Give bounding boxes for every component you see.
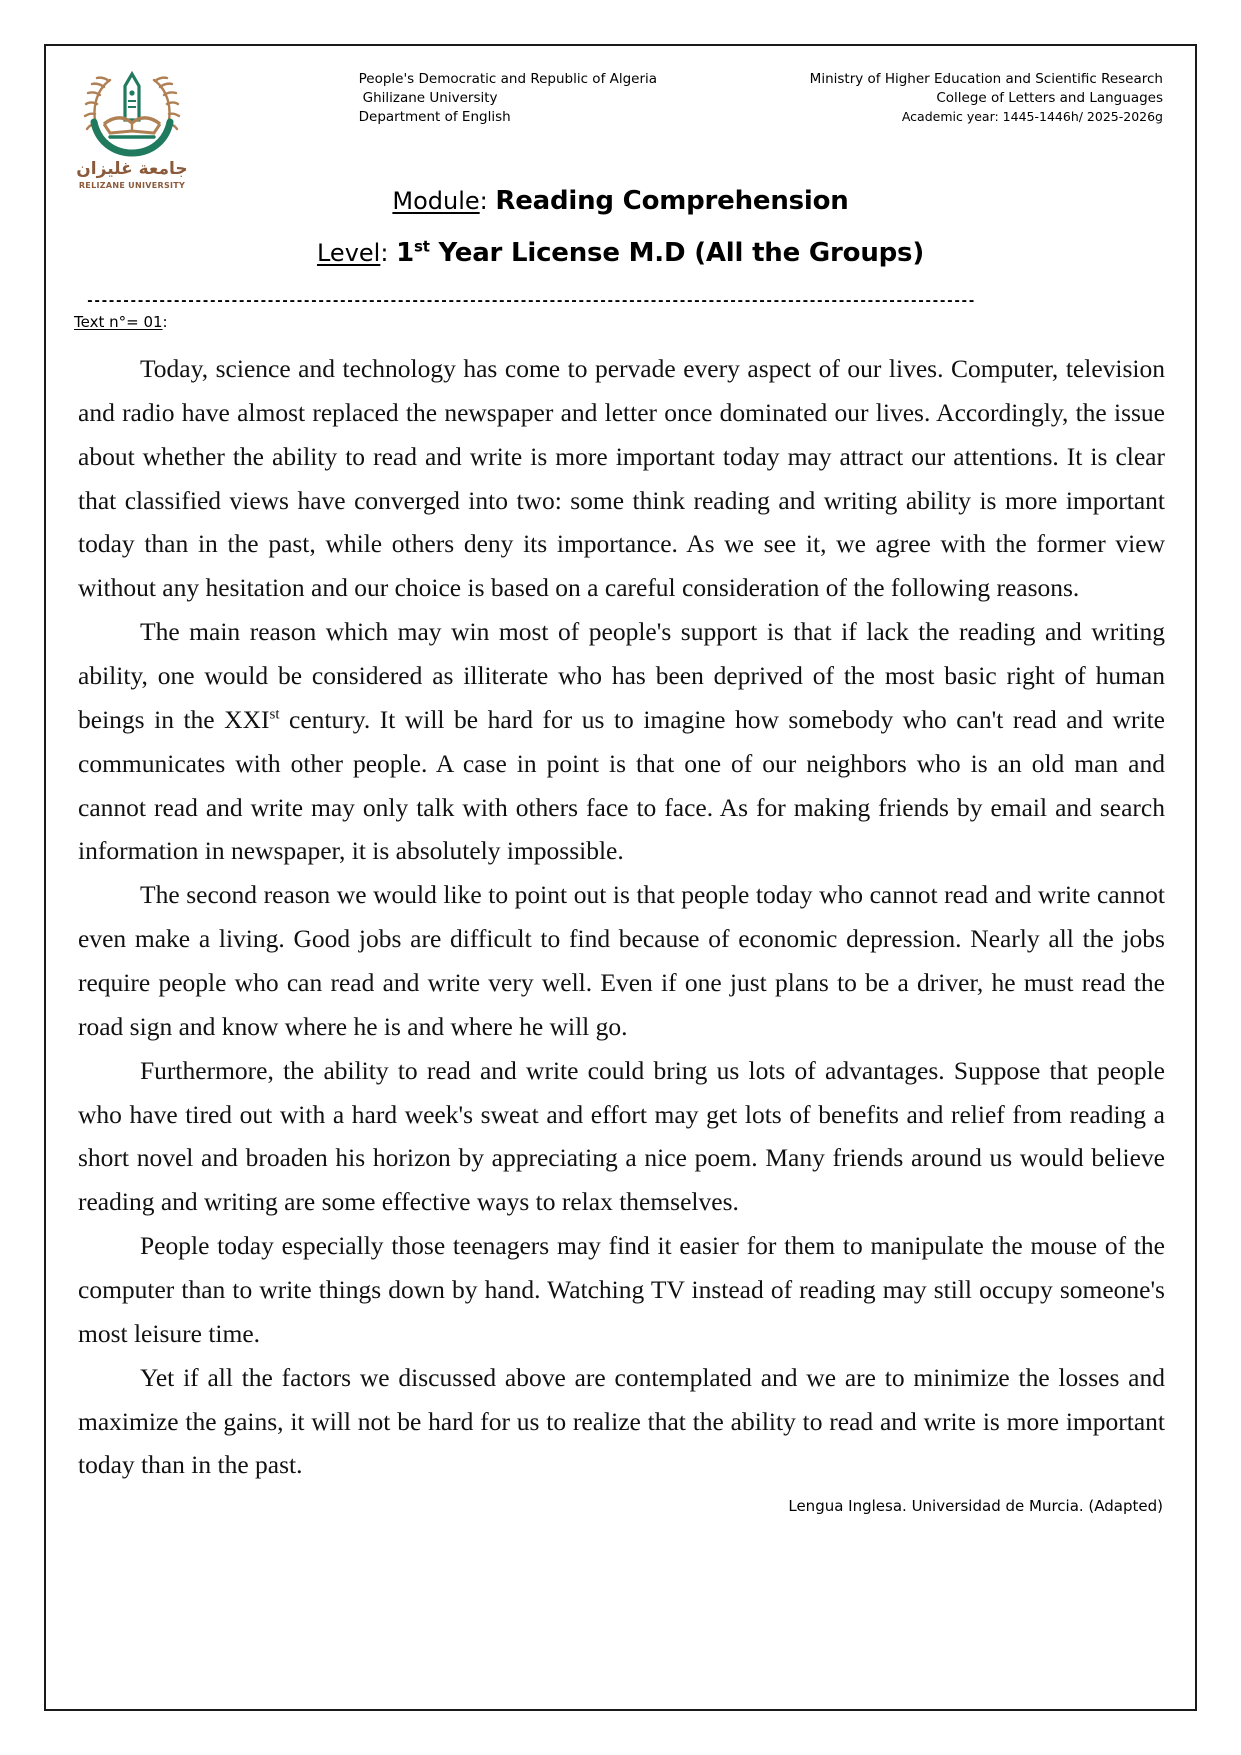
header-country-line: People's Democratic and Republic of Algeria [358,71,658,87]
header-ministry-line: Ministry of Higher Education and Scientific Research [809,71,1163,87]
header-academic-year-line: Academic year: 1445-1446h/ 2025-2026g [901,109,1163,125]
level-separator: : [380,239,397,267]
header-university-line: Ghilizane University [362,90,498,107]
level-value-rest: Year License M.D (All the Groups) [429,238,925,268]
passage-paragraph-5: People today especially those teenagers may find it easier for them to manipulate the mouse of the computer than to write things down by hand. Watching TV instead of reading may still occupy someone's most leisure time. [78,1231,1165,1348]
relizane-university-crest-icon [80,66,184,158]
module-label-wrap [392,187,495,215]
passage-paragraph-1: Today, science and technology has come to pervade every aspect of our lives. Computer, television and radio have almost replaced the newspaper and letter once dominated our lives. Accordingly, the issue about whether the ability to read and write is more important today may attract our attentions. It is clear that classified views have converged into two: some think reading and writing ability is more important today than in the past, while others deny its importance. As we see it, we agree with the former view without any hesitation and our choice is based on a careful consideration of the following reasons. [78,354,1165,603]
module-title-line [68,186,1173,216]
header-left-block [359,64,657,127]
level-value-prefix: 1 [396,238,414,268]
text-number-label [74,313,1173,331]
passage-paragraph-6: Yet if all the factors we discussed above are contemplated and we are to minimize the losses and maximize the gains, it will not be hard for us to realize that the ability to read and write is more important today than in the past. [78,1362,1165,1480]
paragraph-2-superscript: st [269,706,280,723]
document-titles [68,186,1173,268]
level-label: Level [316,239,381,267]
logo-arabic-name: جامعة غليزان [76,159,188,179]
logo-english-name: RELIZANE UNIVERSITY [78,181,186,190]
module-separator: : [479,187,496,215]
level-value-superscript: st [413,237,430,256]
header-right-block [810,64,1163,126]
paragraph-2-before-superscript: The main reason which may win most of people's support is that if lack the reading and writing ability, one would be considered as illiterate who has been deprived of the most basic right of human beings in the XXI [78,617,1165,734]
level-label-wrap [317,239,396,267]
passage-paragraph-3: The second reason we would like to point out is that people today who cannot read and write cannot even make a living. Good jobs are difficult to find because of economic depression. Nearly all the jobs require people who can read and write very well. Even if one just plans to be a driver, he must read the road sign and know where he is and where he will go. [78,880,1165,1041]
passage-paragraph-2 [78,610,1165,873]
source-attribution: Lengua Inglesa. Universidad de Murcia. (Adapted) [788,1497,1163,1516]
document-header [68,60,1173,190]
paragraph-2-after-superscript: century. It will be hard for us to imagine how somebody who can't read and write communicates with other people. A case in point is that one of our neighbors who is an old man and cannot read and write may only talk with others face to face. As for making friends by email and search information in newspaper, it is absolutely impossible. [78,704,1165,866]
header-department-line: Department of English [358,109,511,126]
module-label: Module [392,187,480,215]
text-number-underlined: Text n°= 01 [74,313,163,331]
level-title-line [68,238,1173,268]
page-frame [44,44,1197,1711]
passage-paragraph-4: Furthermore, the ability to read and write could bring us lots of advantages. Suppose that people who have tired out with a hard week's sweat and effort may get lots of benefits and relief from reading a short novel and broaden his horizon by appreciating a nice poem. Many friends around us would believe reading and writing are some effective ways to relax themselves. [78,1055,1165,1217]
module-value: Reading Comprehension [495,186,849,216]
header-college-line: College of Letters and Languages [936,90,1163,107]
level-value [396,238,924,268]
dashed-separator: --------------------------------------------------------------------------------------------------------------------------- [86,294,975,309]
university-logo [72,64,192,190]
text-number-colon: : [162,313,168,331]
passage-body [78,347,1165,1487]
